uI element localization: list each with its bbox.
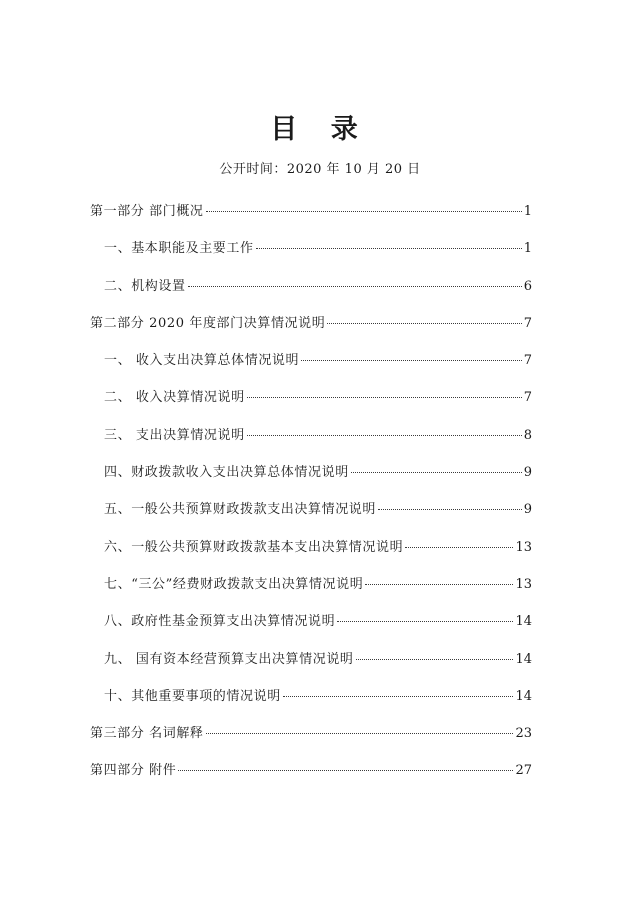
toc-entry-label: 第二部分 2020 年度部门决算情况说明 xyxy=(90,315,326,331)
toc-entry-label: 第四部分 附件 xyxy=(90,763,177,779)
dot-leader xyxy=(337,620,513,622)
toc-entry-page: 1 xyxy=(523,241,532,257)
dot-leader xyxy=(301,359,522,361)
toc-entry-label: 第一部分 部门概况 xyxy=(90,204,204,219)
toc-entry[interactable] xyxy=(90,612,532,649)
toc-entry-page: 8 xyxy=(523,427,532,443)
toc-entry-page: 1 xyxy=(523,204,532,219)
dot-leader xyxy=(356,658,514,660)
toc-entry[interactable] xyxy=(90,687,532,724)
toc-entry[interactable] xyxy=(90,463,532,500)
toc-entry[interactable] xyxy=(90,202,532,239)
toc-entry-label: 第三部分 名词解释 xyxy=(90,726,204,742)
toc-entry[interactable] xyxy=(90,538,532,575)
toc-entry-label: 二、机构设置 xyxy=(104,278,186,294)
dot-leader xyxy=(178,769,513,771)
toc-entry-page: 7 xyxy=(523,390,532,406)
dot-leader xyxy=(188,285,522,287)
toc-entry-label: 五、一般公共预算财政拨款支出决算情况说明 xyxy=(104,502,377,518)
publish-date: 公开时间：2020 年 10 月 20 日 xyxy=(219,162,421,177)
page-title: 目 录 xyxy=(270,114,370,145)
toc-entry[interactable] xyxy=(90,500,532,537)
toc-entry-label: 一、 收入支出决算总体情况说明 xyxy=(104,353,300,369)
toc-entry[interactable] xyxy=(90,761,532,798)
toc-entry-label: 七、“三公”经费财政拨款支出决算情况说明 xyxy=(104,576,364,592)
toc-entry-label: 四、财政拨款收入支出决算总体情况说明 xyxy=(104,465,349,481)
toc-entry-label: 十、其他重要事项的情况说明 xyxy=(104,688,281,704)
toc-entry-page: 7 xyxy=(523,353,532,369)
table-of-contents xyxy=(90,202,532,799)
toc-entry-page: 14 xyxy=(515,651,532,667)
toc-entry-page: 13 xyxy=(515,576,532,592)
toc-entry-page: 13 xyxy=(515,539,532,555)
toc-entry[interactable] xyxy=(90,239,532,276)
dot-leader xyxy=(351,471,522,473)
dot-leader xyxy=(256,247,522,249)
dot-leader xyxy=(247,396,522,398)
toc-entry-label: 九、 国有资本经营预算支出决算情况说明 xyxy=(104,651,354,667)
toc-entry-page: 6 xyxy=(523,278,532,294)
toc-entry-label: 六、一般公共预算财政拨款基本支出决算情况说明 xyxy=(104,539,404,555)
toc-entry[interactable] xyxy=(90,426,532,463)
toc-entry-page: 14 xyxy=(515,614,532,630)
toc-entry-label: 三、 支出决算情况说明 xyxy=(104,427,245,443)
toc-entry[interactable] xyxy=(90,650,532,687)
toc-entry-label: 一、基本职能及主要工作 xyxy=(104,241,254,257)
toc-entry[interactable] xyxy=(90,351,532,388)
toc-entry[interactable] xyxy=(90,724,532,761)
dot-leader xyxy=(206,732,514,734)
dot-leader xyxy=(283,695,514,697)
dot-leader xyxy=(247,434,522,436)
toc-entry-label: 二、 收入决算情况说明 xyxy=(104,390,245,406)
toc-entry-page: 9 xyxy=(523,502,532,518)
toc-entry[interactable] xyxy=(90,388,532,425)
toc-entry-page: 23 xyxy=(515,726,532,742)
toc-entry[interactable] xyxy=(90,277,532,314)
toc-entry[interactable] xyxy=(90,575,532,612)
toc-entry-page: 9 xyxy=(523,465,532,481)
dot-leader xyxy=(365,583,513,585)
toc-entry-page: 27 xyxy=(515,763,532,779)
dot-leader xyxy=(405,546,513,548)
toc-entry[interactable] xyxy=(90,314,532,351)
toc-entry-page: 7 xyxy=(523,315,532,331)
toc-entry-page: 14 xyxy=(515,688,532,704)
dot-leader xyxy=(206,210,522,212)
toc-entry-label: 八、政府性基金预算支出决算情况说明 xyxy=(104,614,336,630)
dot-leader xyxy=(378,508,522,510)
dot-leader xyxy=(327,322,521,324)
